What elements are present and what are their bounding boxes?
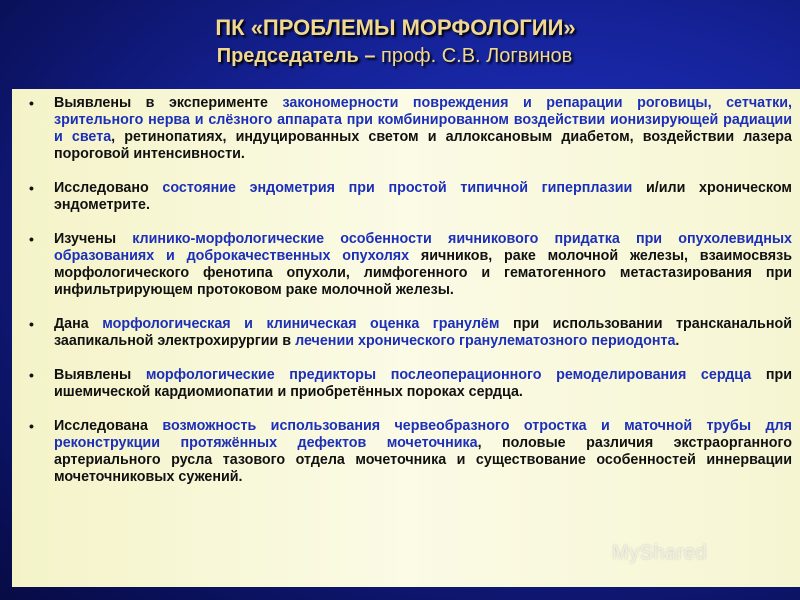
body-text: Изучены	[54, 231, 133, 247]
highlighted-text: клинико-морфологические особенности яичникового придатка при опухолевидных образованиях и доброкачественных опухолях	[54, 231, 792, 264]
body-text: , ретинопатиях, индуцированных светом и аллоксановым диабетом, воздействии лазера пороговой интенсивности.	[54, 129, 792, 162]
body-text: Выявлены в эксперименте	[54, 95, 283, 111]
bullet-item	[29, 231, 792, 299]
highlighted-text: лечении хронического гранулематозного периодонта	[295, 333, 676, 349]
bullet-dot-icon: •	[29, 418, 34, 434]
body-text: Исследовано	[54, 180, 163, 196]
slide-header	[0, 14, 800, 69]
bullet-dot-icon: •	[29, 95, 34, 111]
body-text: , половые различия экстраорганного артериального русла тазового отдела мочеточника и существование особенностей иннервации мочеточниковых сужений.	[54, 435, 792, 485]
body-text: Выявлены	[54, 367, 146, 383]
chairman-line	[0, 43, 800, 69]
highlighted-text: состояние эндометрия при простой типичной гиперплазии	[162, 180, 633, 196]
content-panel	[12, 89, 800, 587]
body-text: при ишемической кардиомиопатии и приобретённых пороках сердца.	[54, 367, 792, 400]
bullet-dot-icon: •	[29, 180, 34, 196]
highlighted-text: закономерности повреждения и репарации роговицы, сетчатки, зрительного нерва и слёзного аппарата при комбинированном воздействии ионизирующей радиации и света	[54, 95, 792, 145]
body-text: Исследована	[54, 418, 163, 434]
slide-title: ПК «ПРОБЛЕМЫ МОРФОЛОГИИ»	[215, 15, 576, 40]
highlighted-text: возможность использования червеобразного отростка и маточной трубы для реконструкции протяжённых дефектов мочеточника	[54, 418, 792, 451]
bullet-item	[29, 316, 793, 350]
bullet-dot-icon: •	[29, 367, 34, 383]
watermark-logo: MyShared	[612, 542, 708, 564]
bullet-item	[29, 180, 792, 214]
highlighted-text: морфологическая и клиническая оценка гранулём	[102, 316, 500, 332]
highlighted-text: морфологические предикторы послеоперационного ремоделирования сердца	[145, 367, 752, 383]
body-text: и/или хроническом эндометрите.	[54, 180, 792, 213]
chairman-label: Председатель –	[216, 45, 376, 67]
body-text: Дана	[54, 316, 103, 332]
chairman-name: проф. С.В. Логвинов	[375, 45, 573, 67]
bullet-item	[29, 95, 792, 163]
bullet-item	[29, 367, 792, 401]
body-text: .	[675, 333, 680, 349]
bullet-item	[29, 418, 792, 486]
bullet-dot-icon: •	[29, 231, 34, 247]
body-text: яичников, раке молочной железы, взаимосвязь морфологического фенотипа опухоли, лимфогенного и гематогенного метастазирования при инфильтрирующем протоковом раке молочной железы.	[54, 248, 792, 298]
bullet-dot-icon: •	[29, 316, 34, 332]
bullet-list	[12, 89, 800, 486]
body-text: при использовании трансканальной заапикальной электрохирургии в	[54, 316, 793, 349]
